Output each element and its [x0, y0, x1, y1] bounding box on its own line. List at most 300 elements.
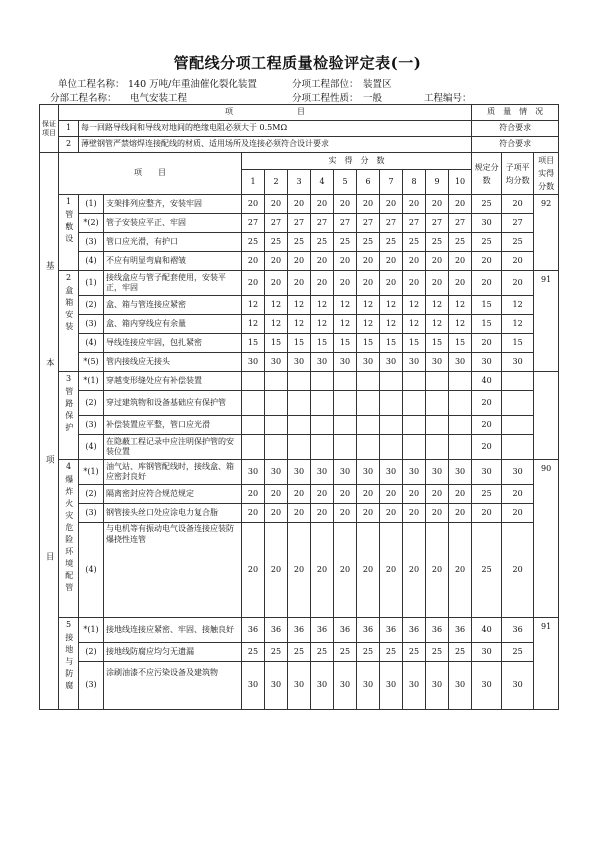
- measured-score: [403, 391, 426, 416]
- measured-score: 20: [242, 504, 265, 523]
- measured-score: 15: [242, 334, 265, 353]
- sub-location-value: 装置区: [363, 79, 392, 90]
- average-score: [502, 435, 534, 460]
- measured-score: 30: [265, 353, 288, 372]
- measured-score: [242, 372, 265, 391]
- measured-score: 20: [311, 252, 334, 271]
- measured-score: 30: [426, 662, 449, 710]
- standard-score: 30: [472, 353, 502, 372]
- standard-score: 25: [472, 485, 502, 504]
- score-row: [40, 460, 559, 485]
- score-row: [40, 296, 559, 315]
- standard-score: 30: [472, 460, 502, 485]
- sub-item-code: (2): [79, 296, 104, 315]
- standard-score: 20: [472, 435, 502, 460]
- measured-score: 12: [242, 315, 265, 334]
- measured-score: 25: [380, 643, 403, 662]
- measured-score: 36: [449, 618, 472, 643]
- measured-score: 20: [449, 271, 472, 296]
- measured-score: 36: [288, 618, 311, 643]
- measured-score: 12: [449, 296, 472, 315]
- standard-score: 20: [472, 504, 502, 523]
- sub-item-code: (2): [79, 391, 104, 416]
- average-score: 20: [502, 523, 534, 618]
- average-score: 12: [502, 296, 534, 315]
- measured-score: [403, 372, 426, 391]
- measured-score: 12: [403, 296, 426, 315]
- score-row: [40, 271, 559, 296]
- average-score: 25: [502, 233, 534, 252]
- standard-score: 25: [472, 233, 502, 252]
- measured-score: [357, 391, 380, 416]
- column-number: 1: [242, 170, 265, 195]
- measured-score: [265, 416, 288, 435]
- score-row: [40, 195, 559, 214]
- measured-score: [449, 372, 472, 391]
- measured-score: 27: [311, 214, 334, 233]
- assurance-row-no: 2: [59, 137, 79, 153]
- group-name: 爆炸火灾危险环境配管: [64, 474, 74, 595]
- measured-score: 20: [334, 523, 357, 618]
- measured-score: 36: [403, 618, 426, 643]
- measured-score: [334, 435, 357, 460]
- group-label: [59, 460, 79, 618]
- measured-score: 15: [403, 334, 426, 353]
- measured-score: 20: [357, 485, 380, 504]
- group-name: 接地与防腐: [64, 632, 74, 693]
- measured-score: 20: [288, 252, 311, 271]
- sub-item-code: (2): [79, 643, 104, 662]
- measured-score: 20: [265, 504, 288, 523]
- measured-score: 30: [403, 353, 426, 372]
- sub-item-text: 接地线连接应紧密、牢固、接触良好: [104, 618, 242, 643]
- sub-location-label: 分项工程部位：: [292, 79, 359, 90]
- sub-item-text: 油气站、库钢管配线时，接线盒、箱应密封良好: [104, 460, 242, 485]
- measured-score: 25: [288, 643, 311, 662]
- measured-score: 25: [334, 643, 357, 662]
- measured-score: 20: [311, 485, 334, 504]
- score-row: [40, 504, 559, 523]
- measured-score: 30: [311, 460, 334, 485]
- average-score: 36: [502, 618, 534, 643]
- measured-score: 36: [357, 618, 380, 643]
- item-actual-score: 92: [534, 195, 559, 271]
- measured-score: [357, 416, 380, 435]
- measured-score: [242, 391, 265, 416]
- measured-score: [265, 372, 288, 391]
- group-number: 1: [65, 197, 72, 206]
- measured-score: 20: [334, 252, 357, 271]
- score-row: [40, 372, 559, 391]
- measured-score: 27: [334, 214, 357, 233]
- division-name-value: 电气安装工程: [130, 93, 188, 104]
- measured-score: 20: [403, 504, 426, 523]
- measured-score: 30: [357, 460, 380, 485]
- measured-score: 36: [242, 618, 265, 643]
- measured-score: 12: [288, 296, 311, 315]
- measured-score: 20: [311, 504, 334, 523]
- measured-score: 12: [265, 296, 288, 315]
- measured-score: 12: [311, 315, 334, 334]
- measured-score: [380, 372, 403, 391]
- measured-score: 20: [242, 195, 265, 214]
- column-number: 2: [265, 170, 288, 195]
- assurance-section-label: 保证项目: [40, 105, 59, 153]
- measured-score: 20: [426, 523, 449, 618]
- sub-item-text: 钢管接头丝口处应涂电力复合脂: [104, 504, 242, 523]
- sub-item-code: (4): [79, 435, 104, 460]
- measured-score: 20: [380, 271, 403, 296]
- measured-score: 30: [449, 353, 472, 372]
- item-score-header: 项目实得分数: [534, 153, 559, 195]
- measured-score: 27: [265, 214, 288, 233]
- page-title: 管配线分项工程质量检验评定表(一): [173, 54, 422, 72]
- basic-header-row: [40, 153, 559, 170]
- measured-score: 20: [334, 195, 357, 214]
- measured-score: 20: [426, 485, 449, 504]
- measured-score: [242, 435, 265, 460]
- measured-score: [334, 391, 357, 416]
- measured-score: [449, 435, 472, 460]
- sub-item-code: (4): [79, 252, 104, 271]
- measured-score: 12: [242, 296, 265, 315]
- measured-score: 20: [403, 485, 426, 504]
- sub-item-code: *(1): [79, 618, 104, 643]
- score-row: [40, 252, 559, 271]
- measured-score: [357, 372, 380, 391]
- measured-score: 20: [357, 252, 380, 271]
- measured-score: [449, 416, 472, 435]
- score-row: [40, 662, 559, 710]
- column-number: 9: [426, 170, 449, 195]
- measured-score: 30: [334, 460, 357, 485]
- measured-score: 25: [311, 233, 334, 252]
- standard-score: 25: [472, 523, 502, 618]
- measured-score: 20: [334, 271, 357, 296]
- measured-score: 15: [334, 334, 357, 353]
- measured-score: 20: [449, 195, 472, 214]
- assurance-row-status: 符合要求: [472, 137, 559, 153]
- measured-score: [311, 372, 334, 391]
- group-number: 5: [65, 620, 72, 629]
- measured-score: 25: [449, 233, 472, 252]
- measured-score: 20: [288, 523, 311, 618]
- standard-score: 15: [472, 315, 502, 334]
- sub-item-text: 管口应光滑，有护口: [104, 233, 242, 252]
- score-row: [40, 435, 559, 460]
- measured-score: 12: [380, 296, 403, 315]
- standard-score: 20: [472, 416, 502, 435]
- measured-score: 25: [334, 233, 357, 252]
- measured-score: 12: [426, 296, 449, 315]
- sub-item-text: 盒、箱与管连接应紧密: [104, 296, 242, 315]
- measured-score: [426, 435, 449, 460]
- table-body: [40, 105, 559, 710]
- measured-score: 20: [449, 252, 472, 271]
- measured-score: [380, 435, 403, 460]
- average-score: 30: [502, 460, 534, 485]
- assurance-row-status: 符合要求: [472, 121, 559, 137]
- sub-item-text: 隔离密封应符合规范规定: [104, 485, 242, 504]
- measured-score: 25: [403, 643, 426, 662]
- score-row: [40, 214, 559, 233]
- score-row: [40, 485, 559, 504]
- measured-score: 20: [403, 252, 426, 271]
- sub-item-text: 穿越变形缝处应有补偿装置: [104, 372, 242, 391]
- sub-item-text: 穿过建筑物和设备基础应有保护管: [104, 391, 242, 416]
- measured-score: [311, 391, 334, 416]
- measured-score: 12: [265, 315, 288, 334]
- measured-score: 36: [311, 618, 334, 643]
- measured-score-header: 实 得 分 数: [242, 153, 472, 170]
- average-score: 20: [502, 271, 534, 296]
- measured-score: [242, 416, 265, 435]
- measured-score: 25: [311, 643, 334, 662]
- measured-score: [334, 372, 357, 391]
- measured-score: 20: [426, 271, 449, 296]
- measured-score: 20: [426, 504, 449, 523]
- measured-score: 36: [334, 618, 357, 643]
- assurance-row-text: 每一回路导线间和导线对地间的绝缘电阻必须大于 0.5MΩ: [79, 121, 472, 137]
- assurance-row-text: 薄壁钢管严禁熔焊连接配线的材质、适用场所及连接必须符合设计要求: [79, 137, 472, 153]
- score-row: [40, 233, 559, 252]
- standard-score: 15: [472, 296, 502, 315]
- measured-score: 27: [449, 214, 472, 233]
- measured-score: [403, 435, 426, 460]
- measured-score: 27: [380, 214, 403, 233]
- item-actual-score: 91: [534, 618, 559, 710]
- measured-score: 20: [380, 485, 403, 504]
- measured-score: 30: [380, 662, 403, 710]
- measured-score: [334, 416, 357, 435]
- measured-score: 15: [288, 334, 311, 353]
- measured-score: 20: [449, 485, 472, 504]
- measured-score: 20: [311, 271, 334, 296]
- sub-item-text: 盒、箱内穿线应有余量: [104, 315, 242, 334]
- assurance-header-row: [40, 105, 559, 121]
- measured-score: 20: [357, 195, 380, 214]
- column-number: 8: [403, 170, 426, 195]
- column-number: 3: [288, 170, 311, 195]
- measured-score: 30: [242, 353, 265, 372]
- measured-score: 30: [357, 662, 380, 710]
- measured-score: 30: [426, 460, 449, 485]
- assurance-row: [40, 121, 559, 137]
- measured-score: [288, 372, 311, 391]
- measured-score: 30: [334, 662, 357, 710]
- measured-score: 20: [265, 195, 288, 214]
- column-number: 4: [311, 170, 334, 195]
- measured-score: 30: [403, 460, 426, 485]
- sub-item-text: 补偿装置应平整，管口应光滑: [104, 416, 242, 435]
- measured-score: 27: [426, 214, 449, 233]
- assurance-quality-header: 质 量 情 况: [472, 105, 559, 121]
- item-actual-score: 91: [534, 271, 559, 372]
- measured-score: 20: [449, 523, 472, 618]
- measured-score: [426, 372, 449, 391]
- measured-score: 20: [380, 252, 403, 271]
- standard-score: 40: [472, 618, 502, 643]
- measured-score: 25: [265, 643, 288, 662]
- measured-score: [265, 391, 288, 416]
- measured-score: 30: [265, 460, 288, 485]
- sub-item-code: (3): [79, 233, 104, 252]
- item-actual-score: 90: [534, 460, 559, 618]
- measured-score: 20: [288, 504, 311, 523]
- measured-score: 15: [311, 334, 334, 353]
- measured-score: 20: [242, 485, 265, 504]
- measured-score: 36: [380, 618, 403, 643]
- measured-score: 25: [242, 233, 265, 252]
- measured-score: [265, 435, 288, 460]
- average-score: 15: [502, 334, 534, 353]
- group-number: 3: [65, 374, 72, 383]
- standard-score: 30: [472, 662, 502, 710]
- sub-item-text: 接线盒应与管子配套使用，安装平正，牢固: [104, 271, 242, 296]
- project-no-label: 工程编号：: [424, 93, 472, 104]
- measured-score: 30: [288, 460, 311, 485]
- sub-item-code: (3): [79, 416, 104, 435]
- score-row: [40, 523, 559, 618]
- measured-score: 20: [288, 485, 311, 504]
- average-score: [502, 416, 534, 435]
- measured-score: 20: [426, 195, 449, 214]
- measured-score: 12: [380, 315, 403, 334]
- measured-score: 15: [426, 334, 449, 353]
- measured-score: 20: [242, 523, 265, 618]
- measured-score: 12: [403, 315, 426, 334]
- group-label: [59, 271, 79, 372]
- measured-score: 20: [380, 195, 403, 214]
- measured-score: 15: [357, 334, 380, 353]
- measured-score: 25: [288, 233, 311, 252]
- measured-score: 20: [265, 485, 288, 504]
- measured-score: [357, 435, 380, 460]
- score-row: [40, 353, 559, 372]
- measured-score: 20: [380, 523, 403, 618]
- evaluation-table: [39, 104, 559, 710]
- measured-score: 30: [380, 460, 403, 485]
- group-label: [59, 618, 79, 710]
- sub-item-code: *(1): [79, 460, 104, 485]
- measured-score: 20: [334, 504, 357, 523]
- measured-score: 20: [357, 504, 380, 523]
- measured-score: 25: [265, 233, 288, 252]
- measured-score: 20: [311, 195, 334, 214]
- measured-score: 12: [357, 296, 380, 315]
- measured-score: 25: [426, 643, 449, 662]
- average-score: 20: [502, 485, 534, 504]
- measured-score: [426, 391, 449, 416]
- measured-score: 30: [311, 353, 334, 372]
- sub-item-code: (4): [79, 523, 104, 618]
- measured-score: 20: [357, 271, 380, 296]
- measured-score: 25: [357, 233, 380, 252]
- sub-nature-label: 分项工程性质：: [292, 93, 359, 104]
- measured-score: 20: [380, 504, 403, 523]
- measured-score: [380, 416, 403, 435]
- measured-score: 12: [357, 315, 380, 334]
- group-name: 盒箱安装: [64, 285, 74, 334]
- measured-score: [403, 416, 426, 435]
- measured-score: [288, 391, 311, 416]
- measured-score: 27: [357, 214, 380, 233]
- measured-score: 20: [242, 271, 265, 296]
- basic-item-header: 项 目: [59, 153, 242, 195]
- measured-score: 15: [265, 334, 288, 353]
- average-score: 25: [502, 643, 534, 662]
- average-score: 27: [502, 214, 534, 233]
- score-row: [40, 643, 559, 662]
- measured-score: 12: [449, 315, 472, 334]
- measured-score: 30: [449, 460, 472, 485]
- measured-score: 15: [449, 334, 472, 353]
- sub-item-text: 支架排列应整齐，安装牢固: [104, 195, 242, 214]
- measured-score: 30: [311, 662, 334, 710]
- measured-score: 36: [265, 618, 288, 643]
- measured-score: 20: [242, 252, 265, 271]
- measured-score: 20: [403, 523, 426, 618]
- measured-score: 20: [334, 485, 357, 504]
- column-number: 6: [357, 170, 380, 195]
- sub-item-code: (3): [79, 662, 104, 710]
- measured-score: 30: [288, 662, 311, 710]
- sub-item-code: (1): [79, 195, 104, 214]
- item-actual-score: [534, 372, 559, 460]
- sub-item-code: (2): [79, 485, 104, 504]
- average-score: 20: [502, 504, 534, 523]
- sub-item-text: 不应有明显弯扁和褶皱: [104, 252, 242, 271]
- group-name: 管敷设: [64, 209, 74, 246]
- group-label: [59, 372, 79, 460]
- standard-score: 20: [472, 391, 502, 416]
- measured-score: [380, 391, 403, 416]
- score-row: [40, 391, 559, 416]
- measured-score: 30: [242, 662, 265, 710]
- score-row: [40, 334, 559, 353]
- measured-score: [426, 416, 449, 435]
- group-label: [59, 195, 79, 271]
- sub-item-code: (3): [79, 315, 104, 334]
- measured-score: 25: [403, 233, 426, 252]
- average-score: 20: [502, 252, 534, 271]
- measured-score: 30: [334, 353, 357, 372]
- sub-item-text: 接地线防腐应均匀无遗漏: [104, 643, 242, 662]
- measured-score: 30: [357, 353, 380, 372]
- sub-item-text: 涂刷油漆不应污染设备及建筑物: [104, 662, 242, 710]
- sub-item-text: 在隐蔽工程记录中应注明保护管的安装位置: [104, 435, 242, 460]
- measured-score: 30: [265, 662, 288, 710]
- assurance-row: [40, 137, 559, 153]
- measured-score: [311, 416, 334, 435]
- sub-item-code: (3): [79, 504, 104, 523]
- sub-item-code: (4): [79, 334, 104, 353]
- score-row: [40, 618, 559, 643]
- unit-name-value: 140 万吨/年重油催化裂化装置: [128, 79, 257, 90]
- sub-item-code: (1): [79, 271, 104, 296]
- sub-item-code: *(1): [79, 372, 104, 391]
- sub-item-text: 管内接线应无接头: [104, 353, 242, 372]
- measured-score: 20: [265, 252, 288, 271]
- measured-score: 25: [242, 643, 265, 662]
- sub-item-text: 与电机等有振动电气设备连接应装防爆挠性连管: [104, 523, 242, 618]
- group-number: 2: [65, 273, 72, 282]
- average-score: [502, 391, 534, 416]
- standard-score-header: 规定分数: [472, 153, 502, 195]
- measured-score: 27: [403, 214, 426, 233]
- measured-score: 25: [426, 233, 449, 252]
- measured-score: 20: [311, 523, 334, 618]
